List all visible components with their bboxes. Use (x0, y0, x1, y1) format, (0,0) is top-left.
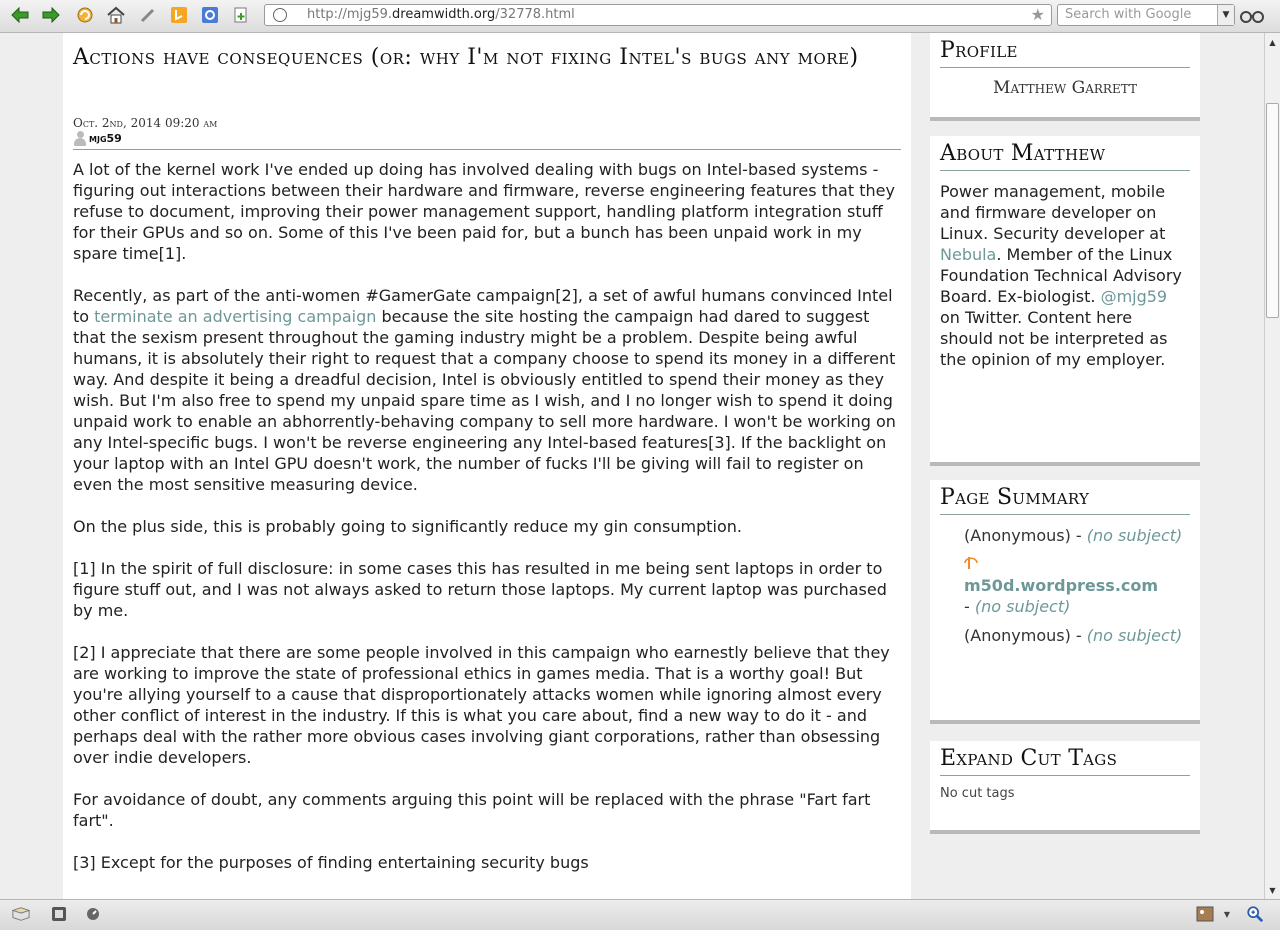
list-item: m50d.wordpress.com - (no subject) (964, 554, 1190, 617)
search-placeholder: Search with Google (1065, 7, 1192, 22)
pen-button[interactable] (136, 4, 160, 26)
bookmark-add-icon (233, 7, 249, 23)
back-arrow-icon (11, 7, 29, 23)
twitter-link[interactable]: @mjg59 (1100, 287, 1168, 306)
post-author-name[interactable]: mjg59 (89, 132, 122, 145)
comment-author: (Anonymous) (964, 526, 1071, 545)
module-title: Page Summary (940, 480, 1190, 515)
home-button[interactable] (104, 4, 128, 26)
advertising-campaign-link[interactable]: terminate an advertising campaign (94, 307, 377, 326)
list-item: (Anonymous) - (no subject) (964, 526, 1183, 545)
bookmark-star-icon[interactable]: ★ (1030, 5, 1045, 24)
back-button[interactable] (8, 4, 32, 26)
footnote: [1] In the spirit of full disclosure: in some cases this has resulted in me being sent laptops in order to figure stuff out, and I was not always asked to return those laptops. My current laptop was purchased by me. (73, 559, 887, 620)
reload-icon (76, 6, 94, 24)
user-icon (73, 131, 87, 146)
url-text: http://mjg59.dreamwidth.org/32778.html (307, 7, 575, 22)
zoom-icon[interactable] (1246, 905, 1264, 923)
cut-tags-text: No cut tags (940, 786, 1015, 801)
scroll-up-icon[interactable]: ▲ (1269, 37, 1276, 47)
paragraph: For avoidance of doubt, any comments arguing this point will be replaced with the phrase "Fart fart fart". (73, 790, 871, 830)
module-title: About Matthew (940, 136, 1190, 171)
google-icon (202, 7, 218, 23)
module-title: Profile (940, 33, 1190, 68)
list-item: (Anonymous) - (no subject) (964, 626, 1183, 645)
comment-subject-link[interactable]: (no subject) (1086, 526, 1183, 545)
post-title: Actions have consequences (or: why I'm not fixing Intel's bugs any more) (73, 45, 859, 70)
window-icon[interactable] (50, 905, 68, 923)
about-module (930, 136, 1200, 466)
browser-toolbar (0, 0, 1280, 33)
image-icon[interactable] (1196, 905, 1214, 923)
search-input[interactable] (1057, 4, 1235, 26)
comment-author: (Anonymous) (964, 626, 1071, 645)
comment-subject-link[interactable]: (no subject) (974, 597, 1071, 616)
openid-icon (964, 556, 978, 570)
bing-icon (171, 7, 187, 23)
comment-author-link[interactable]: m50d.wordpress.com (964, 576, 1159, 595)
page-viewport (0, 33, 1264, 899)
addons-icon[interactable] (12, 905, 30, 923)
bing-button[interactable] (167, 4, 191, 26)
search-engine-dropdown[interactable]: ▼ (1217, 5, 1234, 25)
bookmark-add-button[interactable] (229, 4, 253, 26)
gauge-icon[interactable] (84, 905, 102, 923)
globe-icon (273, 8, 287, 22)
profile-module (930, 33, 1200, 121)
comment-subject-link[interactable]: (no subject) (1086, 626, 1183, 645)
paragraph: Recently, as part of the anti-women #GamerGate campaign[2], a set of awful humans convinced Intel to terminate an advertising campaign because the site hosting the campaign had dared to suggest that the sexism present throughout the gaming industry might be a problem. Despite being awful humans, it is absolutely their right to request that a company choose to spend its money in a different way. And despite it being a dreadful decision, Intel is obviously entitled to spend their money as they wish. But I'm also free to spend my unpaid spare time as I wish, and I no longer wish to spend it doing unpaid work to enable an abhorrently-behaving company to sell more hardware. I won't be working on any Intel-specific bugs. I won't be reverse engineering any Intel-based features[3]. If the backlight on your laptop with an Intel GPU doesn't work, the number of fucks I'll be giving will fail to register on even the most sensitive measuring device. (73, 286, 896, 494)
forward-arrow-icon (42, 7, 60, 23)
module-title: Expand Cut Tags (940, 741, 1190, 776)
post-body (73, 159, 905, 894)
search-button[interactable] (1240, 4, 1264, 26)
binoculars-icon (1240, 7, 1264, 23)
dropdown-icon[interactable]: ▼ (1223, 909, 1231, 919)
pen-icon (139, 6, 157, 24)
status-bar (0, 899, 1280, 930)
footnote: [3] Except for the purposes of finding entertaining security bugs (73, 853, 589, 872)
cut-tags-module (930, 741, 1200, 834)
home-icon (106, 6, 126, 24)
paragraph: On the plus side, this is probably going to significantly reduce my gin consumption. (73, 517, 742, 536)
post-date[interactable]: Oct. 2nd, 2014 09:20 am (73, 116, 218, 130)
scroll-thumb[interactable] (1266, 103, 1279, 318)
vertical-scrollbar[interactable] (1264, 33, 1280, 899)
address-bar[interactable] (264, 4, 1052, 26)
google-button[interactable] (198, 4, 222, 26)
footnote: [2] I appreciate that there are some people involved in this campaign who earnestly believe that they are working to improve the state of professional ethics in games media. That is a worthy goal! But you're allying yourself to a cause that disproportionately attacks women while ignoring almost every other conflict of interest in the industry. If this is what you care about, find a new way to do it - and perhaps deal with the rather more obvious cases involving giant corporations, rather than obsessing over indie developers. (73, 643, 890, 767)
profile-name[interactable]: Matthew Garrett (993, 78, 1137, 98)
about-text: Power management, mobile and firmware developer on Linux. Security developer at Nebula. Member of the Linux Foundation Technical Advisory Board. Ex-biologist. @mjg59 on Twitter. Content here should not be interpreted as the opinion of my employer. (940, 182, 1182, 369)
post-author[interactable] (73, 131, 122, 146)
reload-button[interactable] (73, 4, 97, 26)
post-content (63, 33, 911, 899)
forward-button[interactable] (39, 4, 63, 26)
divider (73, 149, 901, 150)
page-summary-list (940, 515, 1190, 666)
page-summary-module (930, 480, 1200, 724)
paragraph: A lot of the kernel work I've ended up doing has involved dealing with bugs on Intel-based systems - figuring out interactions between their hardware and firmware, reverse engineering features that they refuse to document, improving their power management support, handling platform integration stuff for their GPUs and so on. Some of this I've been paid for, but a bunch has been unpaid work in my spare time[1]. (73, 160, 895, 263)
nebula-link[interactable]: Nebula (940, 245, 997, 264)
scroll-down-icon[interactable]: ▼ (1269, 885, 1276, 895)
